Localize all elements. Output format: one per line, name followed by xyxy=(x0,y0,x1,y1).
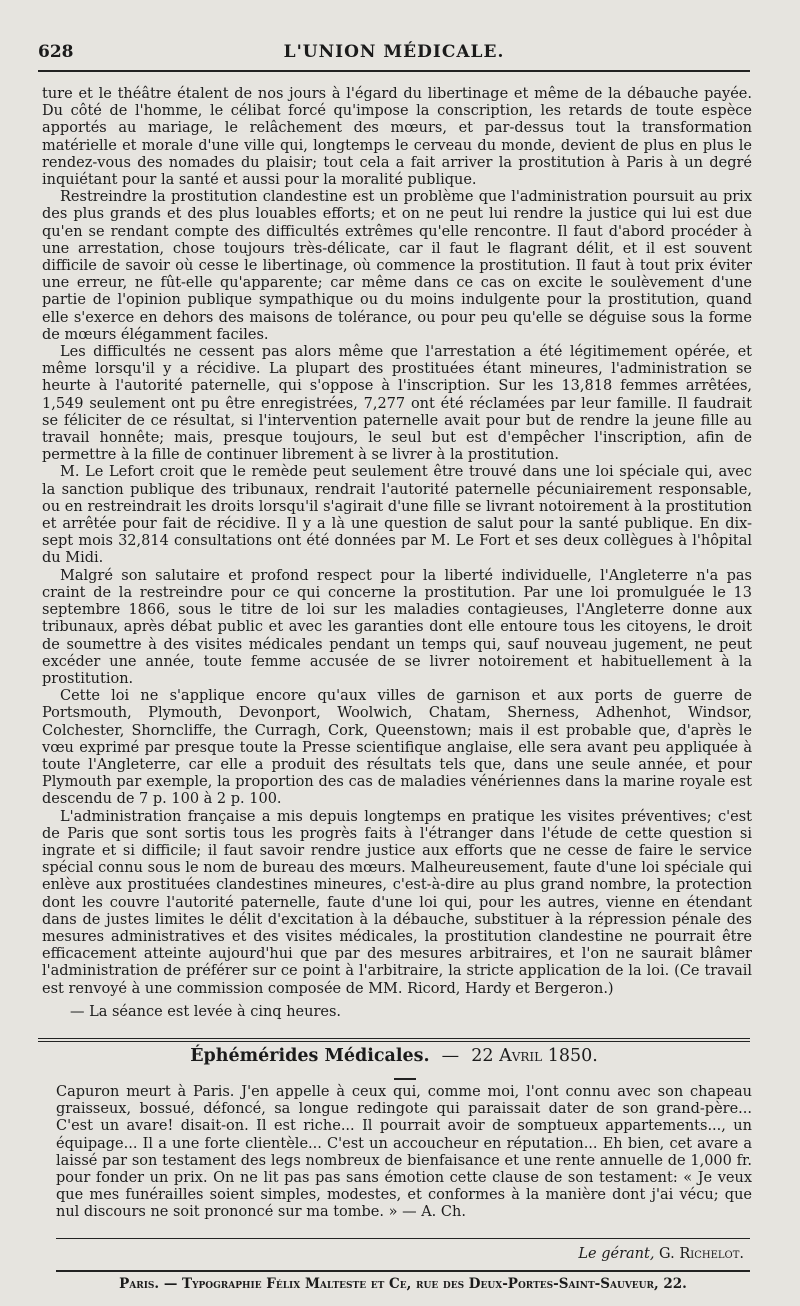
article-body xyxy=(42,86,752,1021)
paragraph: Restreindre la prostitution clandestine est un problème que l'administration poursuit au prix des plus grands et des plus louables efforts; et on ne peut lui rendre la justice qui lui est due qu'en se rendant compte des difficultés extrêmes qu'elle rencontre. Il faut d'abord procéder à une arrestation, chose toujours très-délicate, car il faut le flagrant délit, et il est souvent difficile de savoir où cesse le libertinage, où commence la prostitution. Il faut à tout prix éviter une erreur, ne fût-elle qu'apparente; car même dans ce cas on excite le soulèvement d'une partie de l'opinion publique sympathique ou du moins indulgente pour la prostitution, quand elle s'exerce en dehors des maisons de tolérance, ou pour peu qu'elle se déguise sous la forme de mœurs élégamment faciles. xyxy=(42,189,752,343)
paragraph: Les difficultés ne cessent pas alors même que l'arrestation a été légitimement opérée, et même lorsqu'il y a récidive. La plupart des prostituées étant mineures, l'administration se heurte à l'autorité paternelle, qui s'oppose à l'inscription. Sur les 13,818 femmes arrêtées, 1,549 seulement ont pu être enregistrées, 7,277 ont été réclamées par leur famille. Il faudrait se féliciter de ce résultat, si l'intervention paternelle avait pour but de rendre la jeune fille au travail honnête; mais, presque toujours, le seul but est d'empêcher l'inscription, afin de permettre à la fille de continuer librement à se livrer à la prostitution. xyxy=(42,344,752,464)
signature-role: Le gérant, xyxy=(578,1246,655,1262)
signature-name: G. Richelot. xyxy=(659,1246,744,1262)
section-rule-upper xyxy=(38,1038,750,1039)
ephemerides-short-rule xyxy=(394,1078,416,1080)
ephemerides-date: 22 Avril 1850. xyxy=(471,1046,598,1066)
page-number: 628 xyxy=(38,42,74,62)
ephemerides-dash: — xyxy=(441,1046,460,1066)
ephemerides-paragraph: Capuron meurt à Paris. J'en appelle à ceux qui, comme moi, l'ont connu avec son chapeau graisseux, bossué, défoncé, sa longue redingote qui paraissait dater de son grand-père... C'est un avare! disait-on. Il est riche... Il pourrait avoir de somptueux appartements..., un équipage... Il a une forte clientèle... C'est un accoucheur en réputation... Eh bien, cet avare a laissé par son testament des legs nombreux de bienfaisance et une rente annuelle de 1,000 fr. pour fonder un prix. On ne lit pas pas sans émotion cette clause de son testament: « Je veux que mes funérailles soient simples, modestes, et conformes à la manière dont j'ai vécu; que nul discours ne soit prononcé sur ma tombe. » — A. Ch. xyxy=(56,1084,752,1221)
signature-rule xyxy=(56,1238,750,1239)
session-closing: — La séance est levée à cinq heures. xyxy=(70,1003,342,1020)
header-rule xyxy=(38,70,750,72)
footer-rule xyxy=(56,1270,750,1272)
section-rule-lower xyxy=(38,1041,750,1042)
ephemerides-title: Éphémérides Médicales. xyxy=(190,1046,430,1066)
signature xyxy=(578,1246,744,1262)
page-header xyxy=(38,40,750,66)
ephemerides-heading xyxy=(38,1046,750,1066)
printer-imprint: Paris. — Typographie Félix Malteste et Ce, rue des Deux-Portes-Saint-Sauveur, 22. xyxy=(119,1276,687,1292)
paragraph: Malgré son salutaire et profond respect pour la liberté individuelle, l'Angleterre n'a pas craint de la restreindre pour ce qui concerne la prostitution. Par une loi promulguée le 13 septembre 1866, sous le titre de loi sur les maladies contagieuses, l'Angleterre donne aux tribunaux, après débat public et avec les garanties dont elle entoure tous les citoyens, le droit de soumettre à des visites médicales pendant un temps qui, sauf nouveau jugement, ne peut excéder une année, toute femme accusée de se livrer notoirement et habituellement à la prostitution. xyxy=(42,567,752,687)
journal-title: L'UNION MÉDICALE. xyxy=(283,42,505,62)
paragraph: ture et le théâtre étalent de nos jours à l'égard du libertinage et même de la débauche payée. Du côté de l'homme, le célibat forcé qu'impose la conscription, les retards de toute espèce apportés au mariage, le relâchement des mœurs, et par-dessus tout la transformation matérielle et morale d'une ville qui, longtemps le cerveau du monde, devient de plus en plus le rendez-vous des nomades du plaisir; tout cela a fait arriver la prostitution à Paris à un degré inquiétant pour la santé et aussi pour la moralité publique. xyxy=(42,86,752,189)
ephemerides-body xyxy=(56,1084,752,1222)
paragraph: L'administration française a mis depuis longtemps en pratique les visites préventives; c'est de Paris que sont sortis tous les progrès faits à l'étranger dans l'étude de cette question si ingrate et si difficile; il faut savoir rendre justice aux efforts que ne cesse de faire le service spécial connu sous le nom de bureau des mœurs. Malheureusement, faute d'une loi spéciale qui enlève aux prostituées clandestines mineures, c'est-à-dire au plus grand nombre, la protection dont les couvre l'autorité paternelle, faute d'une loi qui, pour les autres, vienne en étendant dans de justes limites le délit d'excitation à la débauche, substituer à la répression pénale des mesures administratives et des visites médicales, la prostitution clandestine ne pourrait être efficacement atteinte aujourd'hui que par des mesures arbitraires, et l'on ne saurait blâmer l'administration de préférer sur ce point à l'arbitraire, la stricte application de la loi. (Ce travail est renvoyé à une commission composée de MM. Ricord, Hardy et Bergeron.) xyxy=(42,808,752,997)
paragraph: M. Le Lefort croit que le remède peut seulement être trouvé dans une loi spéciale qui, avec la sanction publique des tribunaux, rendrait l'autorité paternelle pécuniairement responsable, ou en restreindrait les droits lorsqu'il s'agirait d'une fille se livrant notoirement à la prostitution et arrêtée pour fait de récidive. Il y a là une question de salut pour la santé publique. En dix-sept mois 32,814 consultations ont été données par M. Le Fort et ses deux collègues à l'hôpital du Midi. xyxy=(42,464,752,567)
paragraph: Cette loi ne s'applique encore qu'aux villes de garnison et aux ports de guerre de Portsmouth, Plymouth, Devonport, Woolwich, Chatam, Sherness, Adhenhot, Windsor, Colchester, Shorncliffe, the Curragh, Cork, Queenstown; mais il est probable que, d'après le vœu exprimé par presque toute la Presse scientifique anglaise, elle sera avant peu appliquée à toute l'Angleterre, car elle a produit des résultats tels que, dans une seule année, et pour Plymouth par exemple, la proportion des cas de maladies vénériennes dans la marine royale est descendu de 7 p. 100 à 2 p. 100. xyxy=(42,688,752,808)
